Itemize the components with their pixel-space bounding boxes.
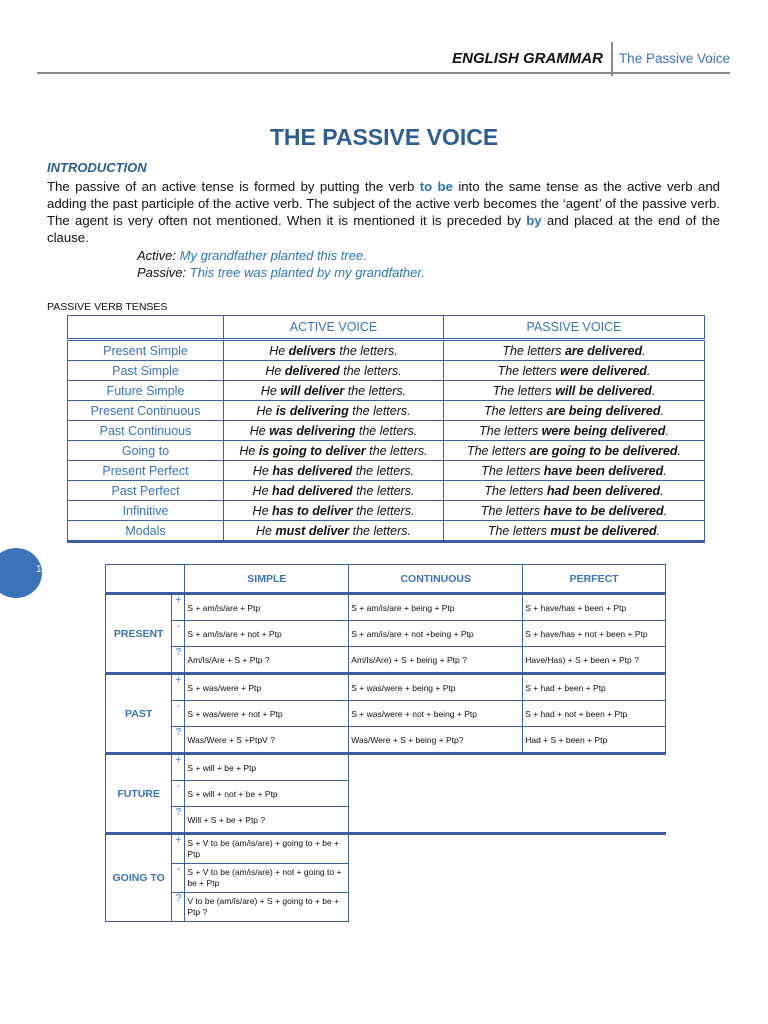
tense-group-label: PAST: [106, 674, 172, 754]
tense-row: [68, 521, 705, 542]
header-subtitle: The Passive Voice: [618, 51, 730, 66]
sentence-part: The letters: [487, 523, 551, 538]
page-title: THE PASSIVE VOICE: [269, 124, 499, 150]
structure-row: [106, 727, 666, 754]
sentence-part: He: [249, 423, 270, 438]
intro-to-be: to be: [419, 179, 453, 194]
passive-voice-example: [444, 361, 705, 381]
tenses-header-cell: ACTIVE VOICE: [224, 316, 444, 340]
structure-row: [106, 893, 666, 922]
sentence-part: He: [260, 383, 281, 398]
verb-phrase: is going to deliver: [258, 443, 366, 458]
header-rule: [37, 72, 730, 74]
sentence-part: .: [677, 443, 681, 458]
sentence-part: He: [256, 523, 276, 538]
tense-row: [68, 501, 705, 521]
structure-row: [106, 701, 666, 727]
structure-header-cell: CONTINUOUS: [349, 565, 523, 594]
verb-phrase: are going to be delivered: [529, 443, 678, 458]
active-voice-example: [224, 421, 444, 441]
structure-formula: S + am/is/are + being + Ptp: [349, 594, 523, 621]
sentence-part: the letters.: [344, 383, 407, 398]
active-voice-example: [224, 401, 444, 421]
structure-formula: S + had + not + been + Ptp: [523, 701, 666, 727]
passive-voice-example: [444, 441, 705, 461]
form-symbol: +: [172, 674, 185, 701]
active-voice-example: [224, 381, 444, 401]
sentence-part: He: [239, 443, 259, 458]
structure-row: [106, 594, 666, 621]
sentence-part: the letters.: [348, 403, 411, 418]
verb-phrase: is delivering: [275, 403, 349, 418]
empty-cell: [349, 781, 523, 807]
structure-row: [106, 674, 666, 701]
passive-voice-example: [444, 401, 705, 421]
structure-header-cell: PERFECT: [523, 565, 666, 594]
sentence-part: He: [265, 363, 285, 378]
sentence-part: .: [656, 523, 661, 538]
empty-cell: [523, 864, 666, 893]
empty-cell: [349, 864, 523, 893]
structure-header-cell: SIMPLE: [185, 565, 349, 594]
tense-row: [68, 481, 705, 501]
structure-formula: Was/Were + S +PtpV ?: [185, 727, 349, 754]
tense-row: [68, 441, 705, 461]
verb-phrase: must deliver: [275, 523, 350, 538]
sentence-part: The letters: [481, 463, 544, 478]
verb-phrase: has to deliver: [272, 503, 353, 518]
empty-cell: [349, 754, 523, 781]
tenses-header-cell: PASSIVE VOICE: [444, 316, 705, 340]
structure-formula: S + V to be (am/is/are) + not + going to + be + Ptp: [185, 864, 349, 893]
sentence-part: He: [256, 403, 276, 418]
sentence-part: He: [252, 483, 272, 498]
active-voice-example: [224, 441, 444, 461]
empty-cell: [523, 893, 666, 922]
verb-phrase: had delivered: [272, 483, 353, 498]
structure-row: [106, 621, 666, 647]
tenses-header-row: [68, 316, 705, 340]
passive-structure-table: [105, 564, 666, 922]
structure-formula: S + am/is/are + Ptp: [185, 594, 349, 621]
tense-row: [68, 421, 705, 441]
sentence-part: The letters: [502, 343, 565, 358]
structure-row: [106, 647, 666, 674]
structure-row: [106, 754, 666, 781]
form-symbol: ?: [172, 893, 185, 922]
active-voice-example: [224, 521, 444, 542]
tense-name: Present Simple: [68, 340, 224, 361]
form-symbol: +: [172, 834, 185, 864]
sentence-part: the letters.: [339, 363, 402, 378]
sentence-part: The letters: [492, 383, 556, 398]
tense-name: Past Perfect: [68, 481, 224, 501]
empty-cell: [349, 834, 523, 864]
passive-sentence: This tree was planted by my grandfather.: [189, 265, 425, 280]
active-voice-example: [224, 481, 444, 501]
sentence-part: .: [642, 343, 646, 358]
introduction-heading: INTRODUCTION: [47, 160, 147, 175]
tenses-header-cell: [68, 316, 224, 340]
passive-voice-example: [444, 381, 705, 401]
sentence-part: .: [663, 503, 668, 518]
sentence-part: The letters: [479, 423, 542, 438]
tense-name: Past Simple: [68, 361, 224, 381]
structure-row: [106, 864, 666, 893]
passive-voice-example: [444, 340, 705, 361]
page-number: 1: [36, 564, 42, 575]
active-voice-example: [224, 461, 444, 481]
sentence-part: .: [660, 403, 664, 418]
intro-by: by: [526, 213, 542, 228]
verb-phrase: will deliver: [280, 383, 345, 398]
empty-cell: [523, 834, 666, 864]
tense-row: [68, 340, 705, 361]
form-symbol: ?: [172, 647, 185, 674]
tense-row: [68, 381, 705, 401]
passive-voice-example: [444, 421, 705, 441]
tense-name: Future Simple: [68, 381, 224, 401]
tense-group-label: PRESENT: [106, 594, 172, 674]
verb-phrase: will be delivered: [555, 383, 652, 398]
empty-cell: [349, 893, 523, 922]
structure-formula: S + was/were + Ptp: [185, 674, 349, 701]
active-label: Active:: [137, 248, 177, 263]
empty-cell: [523, 807, 666, 834]
tense-name: Modals: [68, 521, 224, 542]
active-sentence: My grandfather planted this tree.: [179, 248, 367, 263]
verb-phrase: has delivered: [272, 463, 353, 478]
structure-header-row: [106, 565, 666, 594]
tenses-caption: PASSIVE VERB TENSES: [47, 301, 168, 313]
verb-phrase: were being delivered: [541, 423, 666, 438]
tense-group-label: FUTURE: [106, 754, 172, 834]
passive-voice-example: [444, 481, 705, 501]
sentence-part: .: [665, 423, 669, 438]
sentence-part: .: [663, 463, 667, 478]
structure-formula: S + have/has + not + been + Ptp: [523, 621, 666, 647]
form-symbol: -: [172, 701, 185, 727]
structure-formula: V to be (am/is/are) + S + going to + be + Ptp ?: [185, 893, 349, 922]
sentence-part: .: [651, 383, 656, 398]
structure-formula: Am/Is/Are + S + Ptp ?: [185, 647, 349, 674]
structure-row: [106, 834, 666, 864]
tense-name: Present Continuous: [68, 401, 224, 421]
verb-phrase: have to be delivered: [543, 503, 664, 518]
sentence-part: the letters.: [335, 343, 398, 358]
verb-phrase: delivered: [284, 363, 340, 378]
passive-tenses-table: [67, 315, 705, 543]
structure-formula: S + am/is/are + not +being + Ptp: [349, 621, 523, 647]
verb-phrase: was delivering: [269, 423, 356, 438]
tense-name: Infinitive: [68, 501, 224, 521]
sentence-part: The letters: [484, 483, 547, 498]
structure-formula: Have/Has) + S + been + Ptp ?: [523, 647, 666, 674]
header-title: ENGLISH GRAMMAR: [452, 50, 603, 67]
passive-label: Passive:: [137, 265, 187, 280]
structure-formula: S + V to be (am/is/are) + going to + be + Ptp: [185, 834, 349, 864]
active-voice-example: [224, 361, 444, 381]
structure-formula: S + was/were + not + Ptp: [185, 701, 349, 727]
tense-row: [68, 361, 705, 381]
tense-name: Going to: [68, 441, 224, 461]
tense-name: Past Continuous: [68, 421, 224, 441]
verb-phrase: must be delivered: [550, 523, 657, 538]
form-symbol: -: [172, 864, 185, 893]
structure-formula: Will + S + be + Ptp ?: [185, 807, 349, 834]
form-symbol: -: [172, 621, 185, 647]
structure-row: [106, 807, 666, 834]
intro-text-3: and placed at the end of the clause.: [47, 213, 720, 245]
structure-formula: Was/Were + S + being + Ptp?: [349, 727, 523, 754]
structure-formula: S + am/is/are + not + Ptp: [185, 621, 349, 647]
structure-formula: S + have/has + been + Ptp: [523, 594, 666, 621]
introduction-paragraph: [47, 178, 720, 246]
form-symbol: ?: [172, 807, 185, 834]
sentence-part: the letters.: [352, 463, 415, 478]
intro-text-1: The passive of an active tense is formed by putting the verb: [47, 179, 420, 194]
empty-cell: [523, 754, 666, 781]
structure-formula: Am/Is/Are) + S + being + Ptp ?: [349, 647, 523, 674]
verb-phrase: are being delivered: [546, 403, 661, 418]
sentence-part: He: [252, 463, 273, 478]
structure-row: [106, 781, 666, 807]
verb-phrase: had been delivered: [546, 483, 661, 498]
document-header: [452, 42, 730, 76]
sentence-part: .: [646, 363, 651, 378]
sentence-part: The letters: [480, 503, 544, 518]
tense-row: [68, 461, 705, 481]
empty-cell: [349, 807, 523, 834]
passive-example: [137, 265, 425, 280]
tense-name: Present Perfect: [68, 461, 224, 481]
passive-voice-example: [444, 501, 705, 521]
verb-phrase: were delivered: [560, 363, 647, 378]
tense-row: [68, 401, 705, 421]
structure-formula: S + was/were + not + being + Ptp: [349, 701, 523, 727]
structure-corner-cell: [106, 565, 185, 594]
form-symbol: ?: [172, 727, 185, 754]
structure-formula: S + was/were + being + Ptp: [349, 674, 523, 701]
sentence-part: .: [660, 483, 664, 498]
empty-cell: [523, 781, 666, 807]
active-voice-example: [224, 340, 444, 361]
sentence-part: He: [252, 503, 272, 518]
sentence-part: the letters.: [352, 483, 415, 498]
active-voice-example: [224, 501, 444, 521]
sentence-part: The letters: [484, 403, 547, 418]
structure-formula: Had + S + been + Ptp: [523, 727, 666, 754]
form-symbol: -: [172, 781, 185, 807]
structure-formula: S + had + been + Ptp: [523, 674, 666, 701]
passive-voice-example: [444, 461, 705, 481]
sentence-part: the letters.: [355, 423, 418, 438]
structure-formula: S + will + not + be + Ptp: [185, 781, 349, 807]
tense-group-label: GOING TO: [106, 834, 172, 922]
verb-phrase: delivers: [288, 343, 336, 358]
sentence-part: The letters: [467, 443, 530, 458]
sentence-part: the letters.: [365, 443, 428, 458]
passive-voice-example: [444, 521, 705, 542]
verb-phrase: have been delivered: [543, 463, 664, 478]
form-symbol: +: [172, 754, 185, 781]
structure-formula: S + will + be + Ptp: [185, 754, 349, 781]
sentence-part: the letters.: [349, 523, 411, 538]
sentence-part: the letters.: [352, 503, 415, 518]
form-symbol: +: [172, 594, 185, 621]
sentence-part: The letters: [497, 363, 561, 378]
intro-text-2: into the same tense as the active verb and adding the past participle of the active verb. The subject of the active verb becomes the ‘agent’ of the passive verb. The agent is very often not mentioned. When it is mentioned it is preceded by: [47, 179, 720, 228]
verb-phrase: are delivered: [564, 343, 643, 358]
active-example: [137, 248, 367, 263]
sentence-part: He: [269, 343, 289, 358]
